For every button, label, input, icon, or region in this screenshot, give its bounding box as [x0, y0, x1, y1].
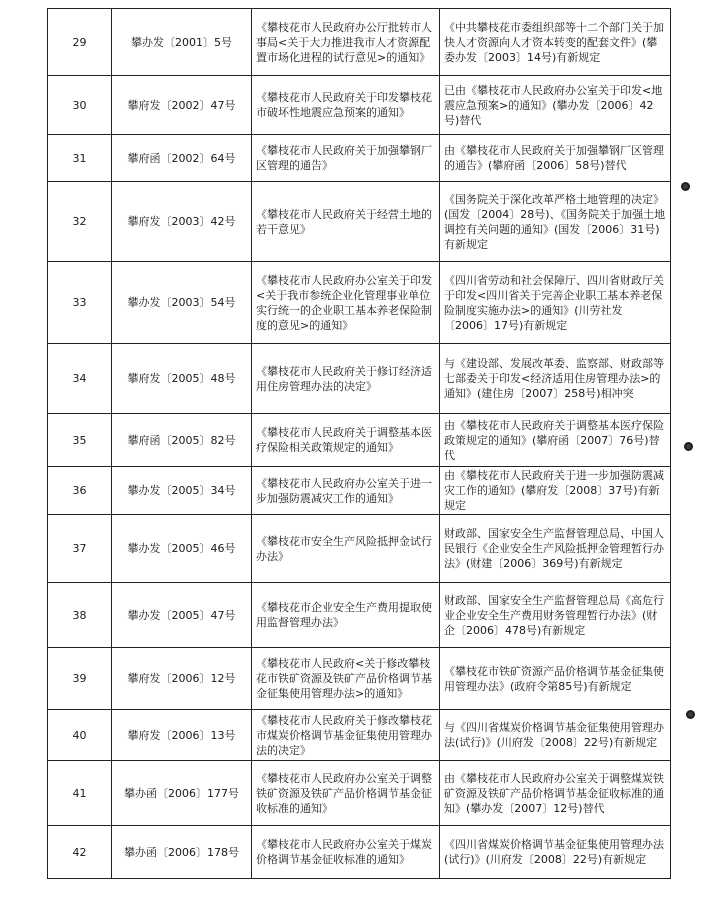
table-row — [48, 344, 671, 414]
table-row — [48, 182, 671, 262]
row-number: 41 — [48, 761, 112, 826]
document-code: 攀府函〔2002〕64号 — [112, 135, 252, 182]
status-note: 与《四川省煤炭价格调节基金征集使用管理办法(试行)》(川府发〔2008〕22号)有新规定 — [440, 710, 671, 761]
document-title: 《攀枝花市人民政府关于经营土地的若干意见》 — [252, 182, 440, 262]
punch-hole-bottom — [686, 710, 695, 719]
table-row — [48, 583, 671, 648]
document-code: 攀府发〔2006〕13号 — [112, 710, 252, 761]
document-title: 《攀枝花市人民政府关于修改攀枝花市煤炭价格调节基金征集使用管理办法的决定》 — [252, 710, 440, 761]
table-row — [48, 467, 671, 515]
row-number: 35 — [48, 414, 112, 467]
table-row — [48, 826, 671, 879]
table-row — [48, 76, 671, 135]
document-code: 攀府函〔2005〕82号 — [112, 414, 252, 467]
document-title: 《攀枝花市人民政府办公室关于调整铁矿资源及铁矿产品价格调节基金征收标准的通知》 — [252, 761, 440, 826]
row-number: 30 — [48, 76, 112, 135]
document-code: 攀办函〔2006〕178号 — [112, 826, 252, 879]
status-note: 财政部、国家安全生产监督管理总局、中国人民银行《企业安全生产风险抵押金管理暂行办法》(财建〔2006〕369号)有新规定 — [440, 515, 671, 583]
row-number: 32 — [48, 182, 112, 262]
status-note: 《国务院关于深化改革严格土地管理的决定》(国发〔2004〕28号)、《国务院关于加强土地调控有关问题的通知》(国发〔2006〕31号)有新规定 — [440, 182, 671, 262]
document-title: 《攀枝花市人民政府办公厅批转市人事局<关于大力推进我市人才资源配置市场化进程的试行意见>的通知》 — [252, 9, 440, 76]
table-row — [48, 710, 671, 761]
row-number: 38 — [48, 583, 112, 648]
document-code: 攀办函〔2006〕177号 — [112, 761, 252, 826]
status-note: 由《攀枝花市人民政府关于加强攀钢厂区管理的通告》(攀府函〔2006〕58号)替代 — [440, 135, 671, 182]
punch-hole-top — [681, 182, 690, 191]
document-code: 攀办发〔2005〕47号 — [112, 583, 252, 648]
status-note: 由《攀枝花市人民政府关于调整基本医疗保险政策规定的通知》(攀府函〔2007〕76号)替代 — [440, 414, 671, 467]
status-note: 已由《攀枝花市人民政府办公室关于印发<地震应急预案>的通知》(攀办发〔2006〕42号)替代 — [440, 76, 671, 135]
document-code: 攀府发〔2003〕42号 — [112, 182, 252, 262]
status-note: 《四川省煤炭价格调节基金征集使用管理办法(试行)》(川府发〔2008〕22号)有新规定 — [440, 826, 671, 879]
document-code: 攀办发〔2003〕54号 — [112, 262, 252, 344]
document-title: 《攀枝花市人民政府关于调整基本医疗保险相关政策规定的通知》 — [252, 414, 440, 467]
status-note: 《四川省劳动和社会保障厅、四川省财政厅关于印发<四川省关于完善企业职工基本养老保险制度实施办法>的通知》(川劳社发〔2006〕17号)有新规定 — [440, 262, 671, 344]
document-title: 《攀枝花市人民政府办公室关于煤炭价格调节基金征收标准的通知》 — [252, 826, 440, 879]
status-note: 由《攀枝花市人民政府关于进一步加强防震减灾工作的通知》(攀府发〔2008〕37号)有新规定 — [440, 467, 671, 515]
status-note: 财政部、国家安全生产监督管理总局《高危行业企业安全生产费用财务管理暂行办法》(财企〔2006〕478号)有新规定 — [440, 583, 671, 648]
row-number: 42 — [48, 826, 112, 879]
table-row — [48, 414, 671, 467]
status-note: 由《攀枝花市人民政府办公室关于调整煤炭铁矿资源及铁矿产品价格调节基金征收标准的通知》(攀办发〔2007〕12号)替代 — [440, 761, 671, 826]
document-code: 攀府发〔2005〕48号 — [112, 344, 252, 414]
document-code: 攀府发〔2002〕47号 — [112, 76, 252, 135]
status-note: 《中共攀枝花市委组织部等十二个部门关于加快人才资源向人才资本转变的配套文件》(攀委办发〔2003〕14号)有新规定 — [440, 9, 671, 76]
row-number: 39 — [48, 648, 112, 710]
document-code: 攀办发〔2005〕34号 — [112, 467, 252, 515]
row-number: 36 — [48, 467, 112, 515]
document-title: 《攀枝花市人民政府办公室关于进一步加强防震减灾工作的通知》 — [252, 467, 440, 515]
document-title: 《攀枝花市安全生产风险抵押金试行办法》 — [252, 515, 440, 583]
document-title: 《攀枝花市人民政府办公室关于印发<关于我市参统企业化管理事业单位实行统一的企业职工基本养老保险制度的意见>的通知》 — [252, 262, 440, 344]
regulation-table — [47, 8, 671, 879]
table-row — [48, 135, 671, 182]
row-number: 34 — [48, 344, 112, 414]
row-number: 31 — [48, 135, 112, 182]
document-title: 《攀枝花市企业安全生产费用提取使用监督管理办法》 — [252, 583, 440, 648]
document-code: 攀办发〔2005〕46号 — [112, 515, 252, 583]
status-note: 《攀枝花市铁矿资源产品价格调节基金征集使用管理办法》(政府令第85号)有新规定 — [440, 648, 671, 710]
table-row — [48, 9, 671, 76]
document-title: 《攀枝花市人民政府关于加强攀钢厂区管理的通告》 — [252, 135, 440, 182]
document-title: 《攀枝花市人民政府<关于修改攀枝花市铁矿资源及铁矿产品价格调节基金征集使用管理办法>的通知》 — [252, 648, 440, 710]
row-number: 40 — [48, 710, 112, 761]
document-title: 《攀枝花市人民政府关于印发攀枝花市破坏性地震应急预案的通知》 — [252, 76, 440, 135]
row-number: 33 — [48, 262, 112, 344]
row-number: 29 — [48, 9, 112, 76]
status-note: 与《建设部、发展改革委、监察部、财政部等七部委关于印发<经济适用住房管理办法>的通知》(建住房〔2007〕258号)相冲突 — [440, 344, 671, 414]
table-row — [48, 515, 671, 583]
table-row — [48, 761, 671, 826]
document-title: 《攀枝花市人民政府关于修订经济适用住房管理办法的决定》 — [252, 344, 440, 414]
document-code: 攀办发〔2001〕5号 — [112, 9, 252, 76]
punch-hole-middle — [684, 442, 693, 451]
table-row — [48, 262, 671, 344]
document-code: 攀府发〔2006〕12号 — [112, 648, 252, 710]
row-number: 37 — [48, 515, 112, 583]
table-row — [48, 648, 671, 710]
